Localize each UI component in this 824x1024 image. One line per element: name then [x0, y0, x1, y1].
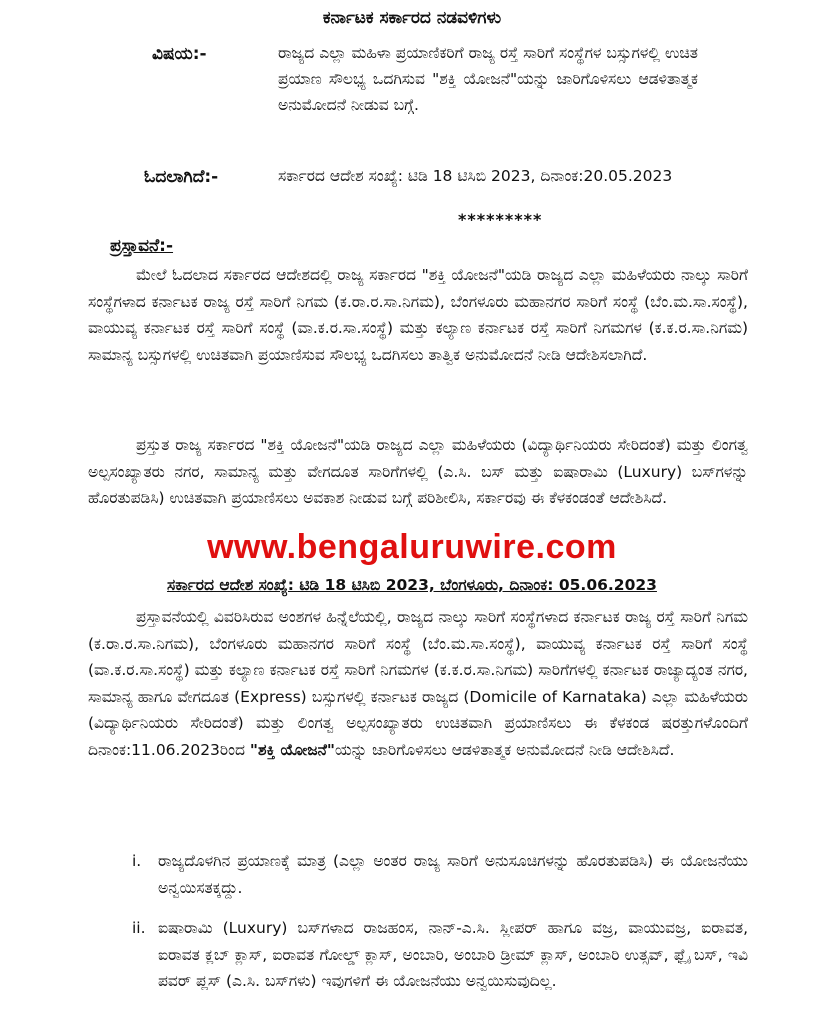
document-title: ಕರ್ನಾಟಕ ಸರ್ಕಾರದ ನಡವಳಿಗಳು [322, 8, 502, 28]
separator: ********* [458, 210, 543, 229]
reference-text: ಸರ್ಕಾರದ ಆದೇಶ ಸಂಖ್ಯೆ: ಟಿಡಿ 18 ಟಿಸಿಬಿ 2023, ದಿನಾಂಕ:20.05.2023 [278, 167, 673, 185]
list-item-text: ಐಷಾರಾಮಿ (Luxury) ಬಸ್‌ಗಳಾದ ರಾಜಹಂಸ, ನಾನ್-ಎ.ಸಿ. ಸ್ಲೀಪರ್ ಹಾಗೂ ವಜ್ರ, ವಾಯುವಜ್ರ, ಐರಾವತ, ಐರಾವತ ಕ್ಲಬ್ ಕ್ಲಾಸ್, ಐರಾವತ ಗೋಲ್ಡ್ ಕ್ಲಾಸ್, ಅಂಬಾರಿ, ಅಂಬಾರಿ ಡ್ರೀಮ್ ಕ್ಲಾಸ್, ಅಂಬಾರಿ ಉತ್ಸವ್, ಫ್ಲೈ ಬಸ್, ಇವಿ ಪವರ್ ಪ್ಲಸ್ (ಎ.ಸಿ. ಬಸ್‌ಗಳು) ಇವುಗಳಿಗೆ ಈ ಯೋಜನೆಯು ಅನ್ವಯಿಸುವುದಿಲ್ಲ. [158, 919, 748, 990]
order-paragraph-tail: ಯನ್ನು ಜಾರಿಗೊಳಿಸಲು ಆಡಳಿತಾತ್ಮಕ ಅನುಮೋದನೆ ನೀಡಿ ಆದೇಶಿಸಿದೆ. [335, 740, 675, 759]
conditions-list [88, 848, 748, 1009]
list-item-number: ii. [132, 919, 146, 937]
preamble-paragraph-2: ಪ್ರಸ್ತುತ ರಾಜ್ಯ ಸರ್ಕಾರದ "ಶಕ್ತಿ ಯೋಜನೆ"ಯಡಿ ರಾಜ್ಯದ ಎಲ್ಲಾ ಮಹಿಳೆಯರು (ವಿದ್ಯಾರ್ಥಿನಿಯರು ಸೇರಿದಂತೆ) ಮತ್ತು ಲಿಂಗತ್ವ ಅಲ್ಪಸಂಖ್ಯಾತರು ನಗರ, ಸಾಮಾನ್ಯ ಮತ್ತು ವೇಗದೂತ ಸಾರಿಗೆಗಳಲ್ಲಿ (ಎ.ಸಿ. ಬಸ್ ಮತ್ತು ಐಷಾರಾಮಿ (Luxury) ಬಸ್‌ಗಳನ್ನು ಹೊರತುಪಡಿಸಿ) ಉಚಿತವಾಗಿ ಪ್ರಯಾಣಿಸಲು ಅವಕಾಶ ನೀಡುವ ಬಗ್ಗೆ ಪರಿಶೀಲಿಸಿ, ಸರ್ಕಾರವು ಈ ಕೆಳಕಂಡಂತೆ ಆದೇಶಿಸಿದೆ. [88, 436, 748, 507]
list-item [88, 915, 748, 995]
preamble-heading: ಪ್ರಸ್ತಾವನೆ:- [110, 236, 174, 256]
subject-text: ರಾಜ್ಯದ ಎಲ್ಲಾ ಮಹಿಳಾ ಪ್ರಯಾಣಿಕರಿಗೆ ರಾಜ್ಯ ರಸ್ತೆ ಸಾರಿಗೆ ಸಂಸ್ಥೆಗಳ ಬಸ್ಸುಗಳಲ್ಲಿ ಉಚಿತ ಪ್ರಯಾಣ ಸೌಲಭ್ಯ ಒದಗಿಸುವ "ಶಕ್ತಿ ಯೋಜನೆ"ಯನ್ನು ಜಾರಿಗೊಳಿಸಲು ಆಡಳಿತಾತ್ಮಕ ಅನುಮೋದನೆ ನೀಡುವ ಬಗ್ಗೆ. [278, 44, 698, 114]
list-item-number: i. [132, 852, 142, 870]
order-paragraph-text: ಪ್ರಸ್ತಾವನೆಯಲ್ಲಿ ವಿವರಿಸಿರುವ ಅಂಶಗಳ ಹಿನ್ನೆಲೆಯಲ್ಲಿ, ರಾಜ್ಯದ ನಾಲ್ಕು ಸಾರಿಗೆ ಸಂಸ್ಥೆಗಳಾದ ಕರ್ನಾಟಕ ರಾಜ್ಯ ರಸ್ತೆ ಸಾರಿಗೆ ನಿಗಮ (ಕ.ರಾ.ರ.ಸಾ.ನಿಗಮ), ಬೆಂಗಳೂರು ಮಹಾನಗರ ಸಾರಿಗೆ ಸಂಸ್ಥೆ (ಬೆಂ.ಮ.ಸಾ.ಸಂಸ್ಥೆ), ವಾಯುವ್ಯ ಕರ್ನಾಟಕ ರಸ್ತೆ ಸಾರಿಗೆ ಸಂಸ್ಥೆ (ವಾ.ಕ.ರ.ಸಾ.ಸಂಸ್ಥೆ) ಮತ್ತು ಕಲ್ಯಾಣ ಕರ್ನಾಟಕ ರಸ್ತೆ ಸಾರಿಗೆ ನಿಗಮಗಳ (ಕ.ಕ.ರ.ಸಾ.ನಿಗಮ) ಸಾರಿಗೆಗಳಲ್ಲಿ ಕರ್ನಾಟಕ ರಾಜ್ಯಾದ್ಯಂತ ನಗರ, ಸಾಮಾನ್ಯ ಹಾಗೂ ವೇಗದೂತ (Express) ಬಸ್ಸುಗಳಲ್ಲಿ ಕರ್ನಾಟಕ ರಾಜ್ಯದ (Domicile of Karnataka) ಎಲ್ಲಾ ಮಹಿಳೆಯರು (ವಿದ್ಯಾರ್ಥಿನಿಯರು ಸೇರಿದಂತೆ) ಮತ್ತು ಲಿಂಗತ್ವ ಅಲ್ಪಸಂಖ್ಯಾತರು ಉಚಿತವಾಗಿ ಪ್ರಯಾಣಿಸಲು ಈ ಕೆಳಕಂಡ ಷರತ್ತುಗಳೊಂದಿಗೆ ದಿನಾಂಕ:11.06.2023ರಿಂದ [88, 608, 748, 759]
scheme-name: "ಶಕ್ತಿ ಯೋಜನೆ" [249, 740, 335, 759]
list-item [88, 848, 748, 901]
order-title: ಸರ್ಕಾರದ ಆದೇಶ ಸಂಖ್ಯೆ: ಟಿಡಿ 18 ಟಿಸಿಬಿ 2023, ಬೆಂಗಳೂರು, ದಿನಾಂಕ: 05.06.2023 [167, 576, 657, 594]
preamble-paragraph-1: ಮೇಲೆ ಓದಲಾದ ಸರ್ಕಾರದ ಆದೇಶದಲ್ಲಿ ರಾಜ್ಯ ಸರ್ಕಾರದ "ಶಕ್ತಿ ಯೋಜನೆ"ಯಡಿ ರಾಜ್ಯದ ಎಲ್ಲಾ ಮಹಿಳೆಯರು ನಾಲ್ಕು ಸಾರಿಗೆ ಸಂಸ್ಥೆಗಳಾದ ಕರ್ನಾಟಕ ರಾಜ್ಯ ರಸ್ತೆ ಸಾರಿಗೆ ನಿಗಮ (ಕ.ರಾ.ರ.ಸಾ.ನಿಗಮ), ಬೆಂಗಳೂರು ಮಹಾನಗರ ಸಾರಿಗೆ ಸಂಸ್ಥೆ (ಬೆಂ.ಮ.ಸಾ.ಸಂಸ್ಥೆ), ವಾಯುವ್ಯ ಕರ್ನಾಟಕ ರಸ್ತೆ ಸಾರಿಗೆ ಸಂಸ್ಥೆ (ವಾ.ಕ.ರ.ಸಾ.ಸಂಸ್ಥೆ) ಮತ್ತು ಕಲ್ಯಾಣ ಕರ್ನಾಟಕ ರಸ್ತೆ ಸಾರಿಗೆ ನಿಗಮಗಳ (ಕ.ಕ.ರ.ಸಾ.ನಿಗಮ) ಸಾಮಾನ್ಯ ಬಸ್ಸುಗಳಲ್ಲಿ ಉಚಿತವಾಗಿ ಪ್ರಯಾಣಿಸುವ ಸೌಲಭ್ಯ ಒದಗಿಸಲು ತಾತ್ವಿಕ ಅನುಮೋದನೆ ನೀಡಿ ಆದೇಶಿಸಲಾಗಿದೆ. [88, 266, 748, 364]
watermark: www.bengaluruwire.com [207, 528, 617, 566]
reference-label: ಓದಲಾಗಿದೆ:- [144, 167, 219, 187]
subject-label: ವಿಷಯ:- [152, 44, 207, 64]
list-item-text: ರಾಜ್ಯದೊಳಗಿನ ಪ್ರಯಾಣಕ್ಕೆ ಮಾತ್ರ (ಎಲ್ಲಾ ಅಂತರ ರಾಜ್ಯ ಸಾರಿಗೆ ಅನುಸೂಚಿಗಳನ್ನು ಹೊರತುಪಡಿಸಿ) ಈ ಯೋಜನೆಯು ಅನ್ವಯಿಸತಕ್ಕದ್ದು. [158, 852, 748, 897]
order-paragraph [88, 604, 748, 763]
